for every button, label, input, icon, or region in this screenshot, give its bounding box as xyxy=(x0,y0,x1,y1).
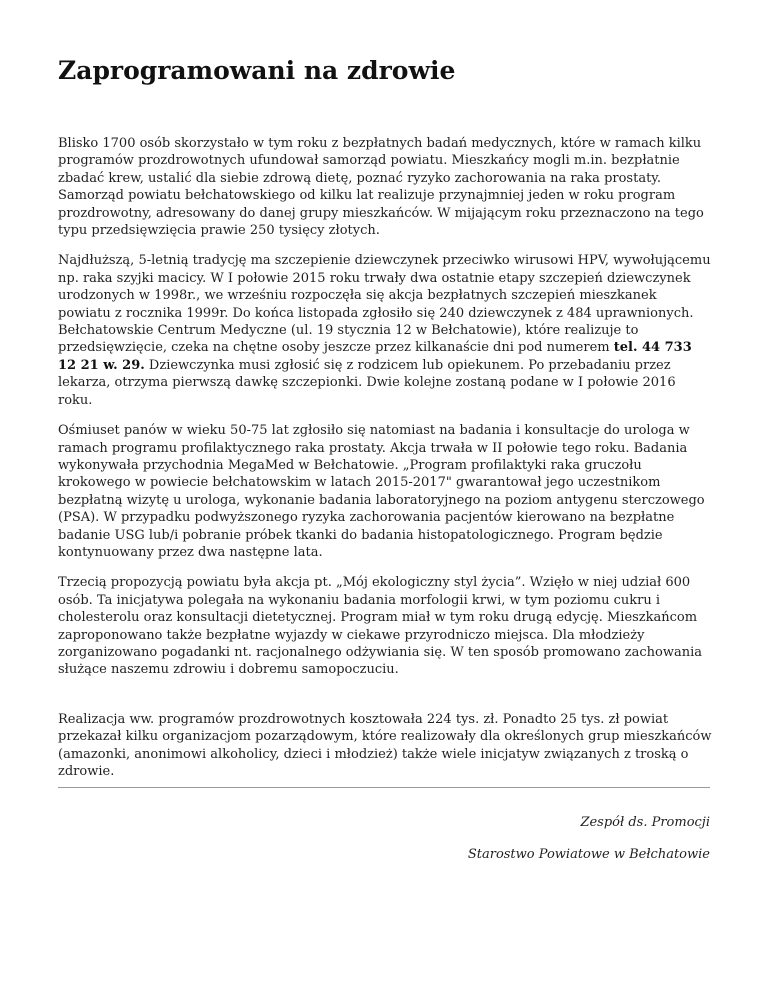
paragraph-hpv-text-2: Dziewczynka musi zgłosić się z rodzicem lub opiekunem. Po przebadaniu przez lekarza, otrzyma pierwszą dawkę szczepionki. Dwie kolejne zostaną podane w I połowie 2016 roku. xyxy=(58,357,676,408)
horizontal-divider xyxy=(58,787,710,788)
paragraph-prostate: Ośmiuset panów w wieku 50-75 lat zgłosiło się natomiast na badania i konsultacje do urologa w ramach programu profilaktycznego raka prostaty. Akcja trwała w II połowie tego roku. Badania wykonywała przychodnia MegaMed w Bełchatowie. „Program profilaktyki raka gruczołu krokowego w powiecie bełchatowskim w latach 2015-2017" gwarantował jego uczestnikom bezpłatną wizytę u urologa, wykonanie badania laboratoryjnego na poziom antygenu sterczowego (PSA). W przypadku podwyższonego ryzyka zachorowania pacjentów kierowano na bezpłatne badanie USG lub/i pobranie próbek tkanki do badania histopatologicznego. Program będzie kontynuowany przez dwa następne lata. xyxy=(58,423,705,560)
paragraph-intro: Blisko 1700 osób skorzystało w tym roku z bezpłatnych badań medycznych, które w ramach kilku programów prozdrowotnych ufundował samorząd powiatu. Mieszkańcy mogli m.in. bezpłatnie zbadać krew, ustalić dla siebie zdrową dietę, poznać ryzyko zachorowania na raka prostaty. Samorząd powiatu bełchatowskiego od kilku lat realizuje przynajmniej jeden w roku program prozdrowotny, adresowany do danej grupy mieszkańców. W mijającym roku przeznaczono na tego typu przedsięwzięcia prawie 250 tysięcy złotych. xyxy=(58,136,704,239)
phone-number: tel. 44 733 12 21 w. 29. xyxy=(58,340,692,373)
paragraph-costs: Realizacja ww. programów prozdrowotnych kosztowała 224 tys. zł. Ponadto 25 tys. zł powiat przekazał kilku organizacjom pozarządowym, które realizowały dla określonych grup mieszkańców (amazonki, anonimowi alkoholicy, dzieci i młodzież) także wiele inicjatyw związanych z troską o zdrowie. xyxy=(58,711,712,779)
signature-team: Zespół ds. Promocji xyxy=(580,815,710,830)
paragraph-hpv xyxy=(58,252,713,409)
article-title: Zaprogramowani na zdrowie xyxy=(58,56,456,85)
paragraph-ecological: Trzecią propozycją powiatu była akcja pt. „Mój ekologiczny styl życia”. Wzięło w niej udział 600 osób. Ta inicjatywa polegała na wykonaniu badania morfologii krwi, w tym poziomu cukru i cholesterolu oraz konsultacji dietetycznej. Program miał w tym roku drugą edycję. Mieszkańcom zaproponowano także bezpłatne wyjazdy w ciekawe przyrodniczo miejsca. Dla młodzieży zorganizowano pogadanki nt. racjonalnego odżywiania się. W ten sposób promowano zachowania służące naszemu zdrowiu i dobremu samopoczuciu. xyxy=(58,575,703,678)
signature-office: Starostwo Powiatowe w Bełchatowie xyxy=(467,847,710,862)
article-body xyxy=(58,135,713,793)
paragraph-hpv-text-1: Najdłuższą, 5-letnią tradycję ma szczepienie dziewczynek przeciwko wirusowi HPV, wywołującemu np. raka szyjki macicy. W I połowie 2015 roku trwały dwa ostatnie etapy szczepień dziewczynek urodzonych w 1998r., we wrześniu rozpoczęła się akcja bezpłatnych szczepień mieszkanek powiatu z rocznika 1999r. Do końca listopada zgłosiło się 240 dziewczynek z 484 uprawnionych. Bełchatowskie Centrum Medyczne (ul. 19 stycznia 12 w Bełchatowie), które realizuje to przedsięwzięcie, czeka na chętne osoby jeszcze przez kilkanaście dni pod numerem xyxy=(58,253,711,356)
